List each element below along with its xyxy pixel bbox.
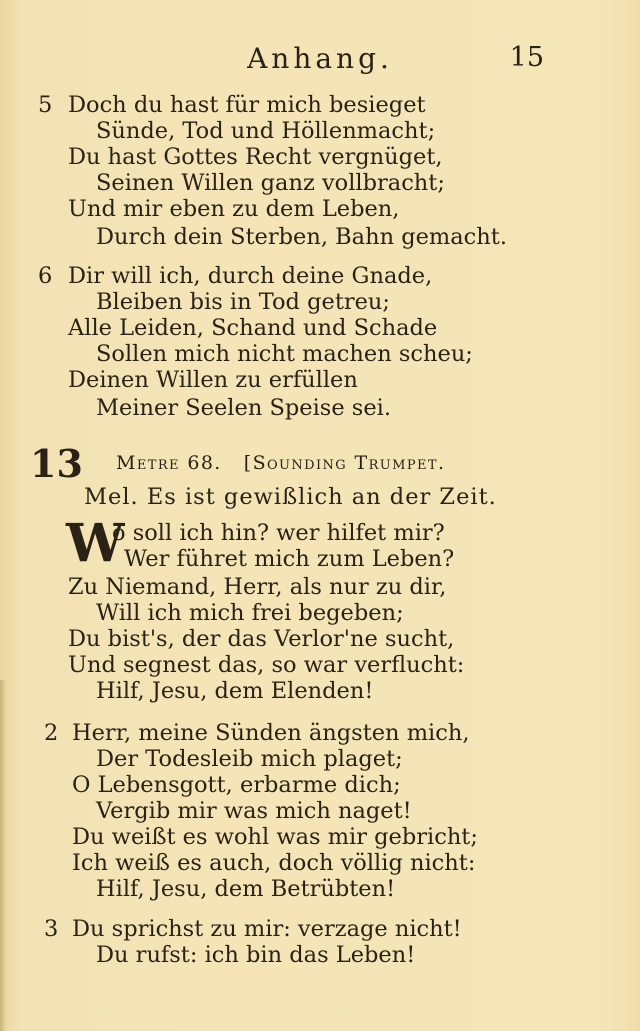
tune-name: [Sounding Trumpet. [243,452,446,474]
verse-line: Durch dein Sterben, Bahn gemacht. [96,224,507,250]
stanza-number: 6 [38,263,53,289]
verse-line: Du weißt es wohl was mir gebricht; [72,824,478,850]
verse-line: Sünde, Tod und Höllenmacht; [96,118,436,144]
metre-line [116,452,445,474]
verse-line: Will ich mich frei begeben; [96,600,404,626]
verse-line: Sollen mich nicht machen scheu; [96,341,473,367]
verse-line: Du rufst: ich bin das Leben! [96,942,416,968]
verse-line: Und mir eben zu dem Leben, [68,196,400,222]
verse-line: Vergib mir was mich naget! [96,798,412,824]
verse-line: Alle Leiden, Schand und Schade [68,315,438,341]
stanza-number: 3 [44,916,59,942]
page-number: 15 [509,42,544,73]
page-spine-shadow [0,680,6,1031]
verse-line: Deinen Willen zu erfüllen [68,367,358,393]
verse-line: Doch du hast für mich besieget [68,92,426,118]
stanza-number: 2 [44,720,59,746]
verse-line: Du hast Gottes Recht vergnüget, [68,144,443,170]
verse-line: Bleiben bis in Tod getreu; [96,289,391,315]
verse-line: Du bist's, der das Verlor'ne sucht, [68,626,455,652]
stanza-number: 5 [38,92,53,118]
verse-line: Ich weiß es auch, doch völlig nicht: [72,850,476,876]
verse-line: Wer führet mich zum Leben? [124,546,455,572]
melody-line: Mel. Es ist gewißlich an der Zeit. [84,484,497,510]
verse-line: Seinen Willen ganz vollbracht; [96,170,445,196]
verse-line: Und segnest das, so war verflucht: [68,652,465,678]
verse-line: o soll ich hin? wer hilfet mir? [112,520,445,546]
verse-line: Du sprichst zu mir: verzage nicht! [72,916,462,942]
verse-line: Meiner Seelen Speise sei. [96,395,392,421]
verse-line: Herr, meine Sünden ängsten mich, [72,720,470,746]
verse-line: Dir will ich, durch deine Gnade, [68,263,433,289]
running-header-title: Anhang. [247,42,393,75]
metre-label: Metre 68. [116,452,222,474]
hymn-number: 13 [30,441,83,486]
drop-cap: W [66,513,125,574]
verse-line: Der Todesleib mich plaget; [96,746,403,772]
verse-line: Zu Niemand, Herr, als nur zu dir, [68,574,447,600]
verse-line: O Lebensgott, erbarme dich; [72,772,401,798]
verse-line: Hilf, Jesu, dem Betrübten! [96,876,396,902]
verse-line: Hilf, Jesu, dem Elenden! [96,678,374,704]
